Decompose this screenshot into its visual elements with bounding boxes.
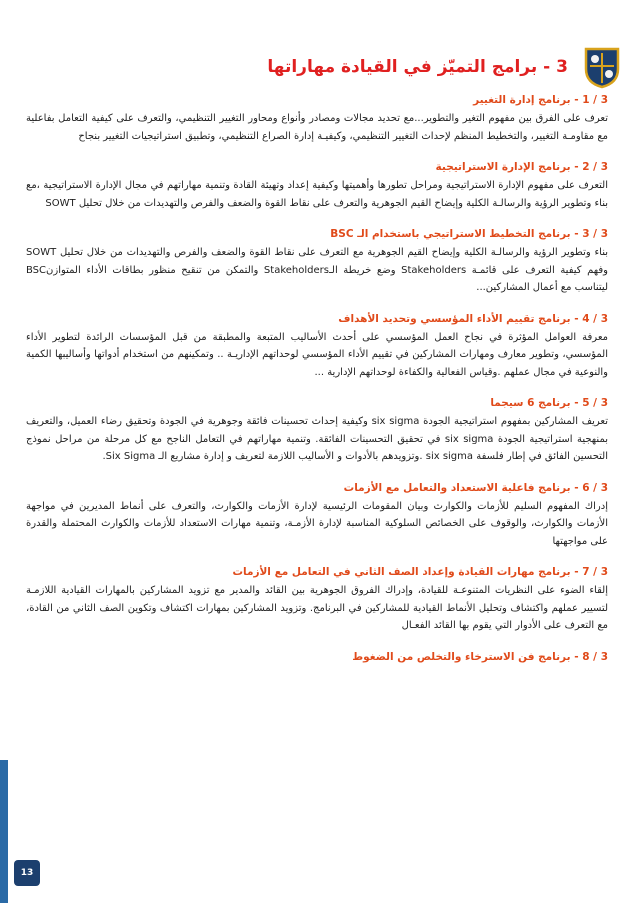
section-body: تعريف المشاركين بمفهوم استراتيجية الجودة six sigma وكيفية إحداث تحسينات فائقة وجوهرية في الجودة وتحقيق رضاء العميل، والتعريف بمنهجية استراتيجية الجودة six sigma في تحقيق التحسينات الفائقة. وتنمية مهاراتهم في التعامل الناجح مع كل مرحلة من مراحل نموذج التحسين الفائق في إطار فلسفة six sigma .وتزويدهم بالأدوات و الأساليب اللازمة لتعريف و إدارة مشاريع الـ Six Sigma. xyxy=(26,416,609,462)
section-heading: 3 / 3 - برنامج التخطيط الاستراتيجي باستخدام الـ BSC xyxy=(330,228,608,240)
program-section-stress-relief xyxy=(26,649,608,666)
program-section-crisis-readiness xyxy=(26,480,608,551)
section-heading: 3 / 1 - برنامج إدارة التغيير xyxy=(473,94,608,106)
program-section-change-management xyxy=(26,92,608,145)
shield-crest-icon xyxy=(582,45,622,89)
institution-logo xyxy=(582,45,622,89)
section-heading: 3 / 2 - برنامج الإدارة الاستراتيجية xyxy=(435,161,608,173)
section-body: بناء وتطوير الرؤية والرسالـة الكلية وإيضاح القيم الجوهرية مع التعرف على نقاط القوة والضعف والفرص والتهديدات من خلال تحليل SOWT وفهم كيفية التعرف على قائمـة Stakeholders وضع خريطة الـStakeholders والتمكن من تنقيح منظور بطاقات الأداء المتوازنBSC ليتناسب مع أعمال المشاركين... xyxy=(26,247,608,293)
page-number-badge xyxy=(14,860,40,886)
page-title: 3 - برامج التميّز في القيادة مهاراتها xyxy=(267,57,568,77)
section-body: إدراك المفهوم السليم للأزمات والكوارث وبيان المقومات الرئيسية لإدارة الأزمات والكوارث، والتعرف على أنماط المديرين في مواجهة الأزمات والكوارث، والوقوف على الخصائص السلوكية المناسبة لإدارة الأزمـة، وتنمية مهارات الاستعداد للأزمات والكوارث المحتملة والقدرة على مواجهتها xyxy=(26,500,608,547)
section-heading: 3 / 5 - برنامج 6 سيجما xyxy=(490,397,608,409)
program-section-leadership-second-line xyxy=(26,564,608,635)
footer-side-band xyxy=(0,760,8,903)
programs-list xyxy=(26,92,608,680)
section-heading: 3 / 8 - برنامج فن الاسترخاء والتخلص من الضغوط xyxy=(352,650,608,663)
section-heading: 3 / 6 - برنامج فاعلية الاستعداد والتعامل مع الأزمات xyxy=(343,481,608,494)
section-body: تعرف على الفرق بين مفهوم التغير والتطوير...مع تحديد مجالات ومصادر وأنواع ومحاور التغيير التنظيمي، والتعرف على كيفية التعامل بفاعلية مع مقاومـة التغيير، والتخطيط المنظم لإحداث التغيير التنظيمي، وكيفيـة إدارة الصراع التنظيمي، وتطبيق استراتيجيات التغيير بنجاح xyxy=(26,113,608,142)
program-section-bsc-planning xyxy=(26,226,608,297)
section-heading: 3 / 7 - برنامج مهارات القيادة وإعداد الصف الثاني في التعامل مع الأزمات xyxy=(232,566,608,578)
program-section-performance-evaluation xyxy=(26,311,608,382)
program-section-strategic-management xyxy=(26,159,608,212)
program-section-six-sigma xyxy=(26,395,608,466)
page-number: 13 xyxy=(20,868,34,878)
section-body: التعرف على مفهوم الإدارة الاستراتيجية ومراحل تطورها وأهميتها وكيفية إعداد وتهيئة القادة وتنمية مهاراتهم في مجال الإدارة الاستراتيجية ،مع بناء وتطوير الرؤية والرسالـة الكلية وإيضاح القيم الجوهرية والتعرف على نقاط القوة والضعف والفرص والتهديدات من خلال تحليل SOWT xyxy=(26,180,608,209)
section-body: معرفة العوامل المؤثرة في نجاح العمل المؤسسي على أحدث الأساليب المتبعة والمطبقة من قبل المؤسسات الرائدة لتطوير الأداء المؤسسي، وتطوير معارف ومهارات المشاركين في تقييم الأداء المؤسسي لوحداتهم الإداريـة .. وتمكينهم من استخدام أدواتها وأساليبها الكمية والنوعية في مجال عملهم .وقياس الفعالية والكفاءة لوحداتهم الإدارية ... xyxy=(26,331,608,378)
section-body: إلقاء الضوء على النظريات المتنوعـة للقيادة، وإدراك الفروق الجوهرية بين القائد والمدير مع تزويد المشاركين بالمهارات القيادية اللازمـة لتسيير عملهم واكتشاف وتحليل الأنماط القيادية للمشاركين في البرنامج. وتزويد المشاركين بمهارات اكتشاف وتكوين الصف الثاني من القادة، مع التعرف على الأدوار التي يقوم بها القائد الفعـال xyxy=(26,585,608,631)
section-heading: 3 / 4 - برنامج تقييم الأداء المؤسسي وتحديد الأهداف xyxy=(338,312,608,325)
